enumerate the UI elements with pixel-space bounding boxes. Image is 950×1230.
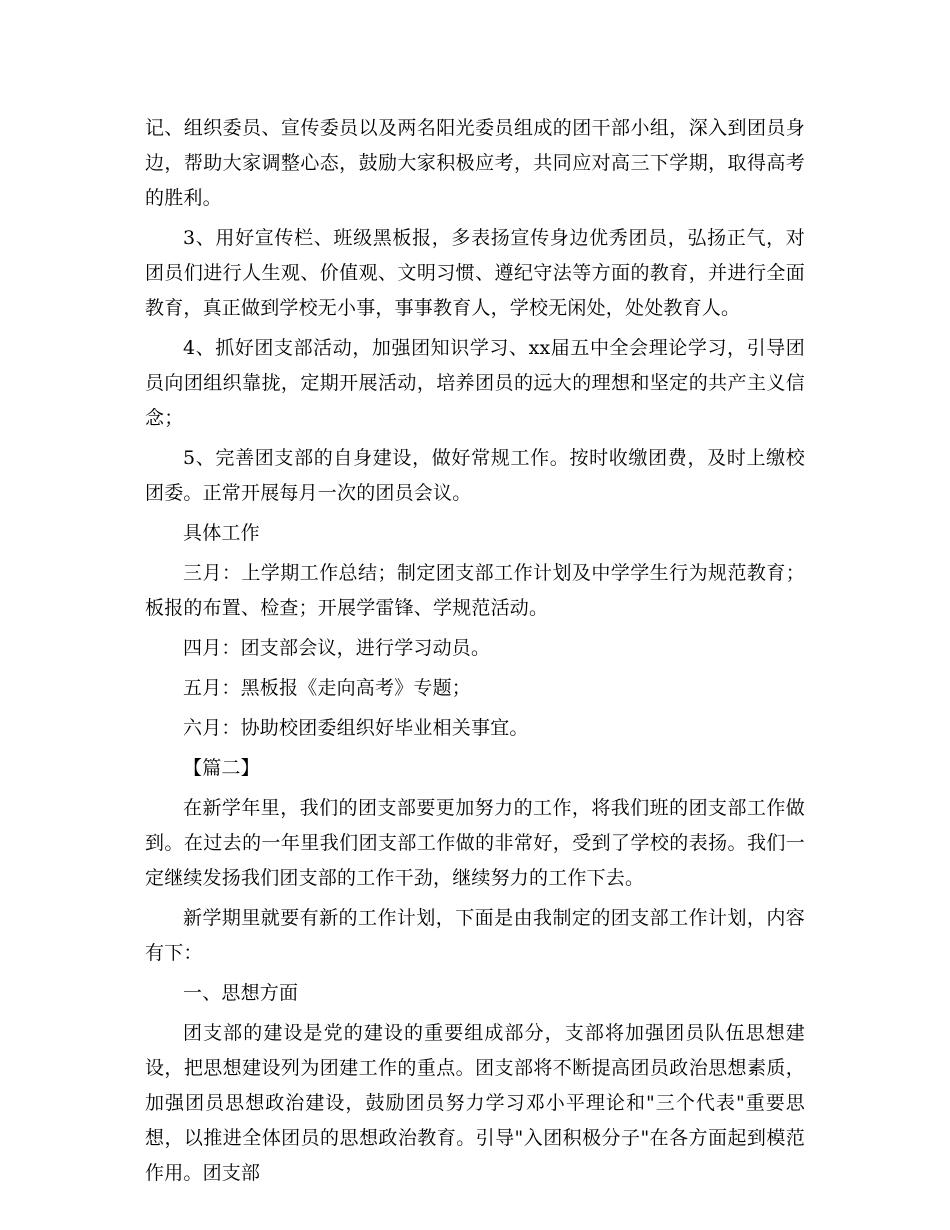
paragraph-new-plan: 新学期里就要有新的工作计划，下面是由我制定的团支部工作计划，内容有下： <box>145 907 805 964</box>
section-heading-ideology: 一、思想方面 <box>183 982 299 1004</box>
document-body <box>145 111 805 1191</box>
paragraph-ideology: 团支部的建设是党的建设的重要组成部分，支部将加强团员队伍思想建设，把思想建设列为团建工作的重点。团支部将不断提高团员政治思想素质，加强团员思想政治建设，鼓励团员努力学习邓小平理论和"三个代表"重要思想，以推进全体团员的思想政治教育。引导"入团积极分子"在各方面起到模范作用。团支部 <box>145 1022 805 1184</box>
paragraph-april: 四月：团支部会议，进行学习动员。 <box>183 637 491 659</box>
paragraph-4: 5、完善团支部的自身建设，做好常规工作。按时收缴团费，及时上缴校团委。正常开展每月一次的团员会议。 <box>145 447 805 504</box>
paragraph-1: 记、组织委员、宣传委员以及两名阳光委员组成的团干部小组，深入到团员身边，帮助大家调整心态，鼓励大家积极应考，共同应对高三下学期，取得高考的胜利。 <box>145 117 805 209</box>
paragraph-new-year: 在新学年里，我们的团支部要更加努力的工作，将我们班的团支部工作做到。在过去的一年里我们团支部工作做的非常好，受到了学校的表扬。我们一定继续发扬我们团支部的工作干劲，继续努力的工作下去。 <box>145 797 805 889</box>
section-heading-part-two: 【篇二】 <box>183 757 260 779</box>
section-heading-specific-work: 具体工作 <box>183 522 260 544</box>
paragraph-june: 六月：协助校团委组织好毕业相关事宜。 <box>183 717 529 739</box>
paragraph-march: 三月：上学期工作总结；制定团支部工作计划及中学学生行为规范教育；板报的布置、检查；开展学雷锋、学规范活动。 <box>145 562 805 619</box>
paragraph-may: 五月：黑板报《走向高考》专题； <box>183 677 472 699</box>
paragraph-3: 4、抓好团支部活动，加强团知识学习、xx届五中全会理论学习，引导团员向团组织靠拢，定期开展活动，培养团员的远大的理想和坚定的共产主义信念； <box>145 337 805 429</box>
paragraph-2: 3、用好宣传栏、班级黑板报，多表扬宣传身边优秀团员，弘扬正气，对团员们进行人生观、价值观、文明习惯、遵纪守法等方面的教育，并进行全面教育，真正做到学校无小事，事事教育人，学校无闲处，处处教育人。 <box>145 227 805 319</box>
